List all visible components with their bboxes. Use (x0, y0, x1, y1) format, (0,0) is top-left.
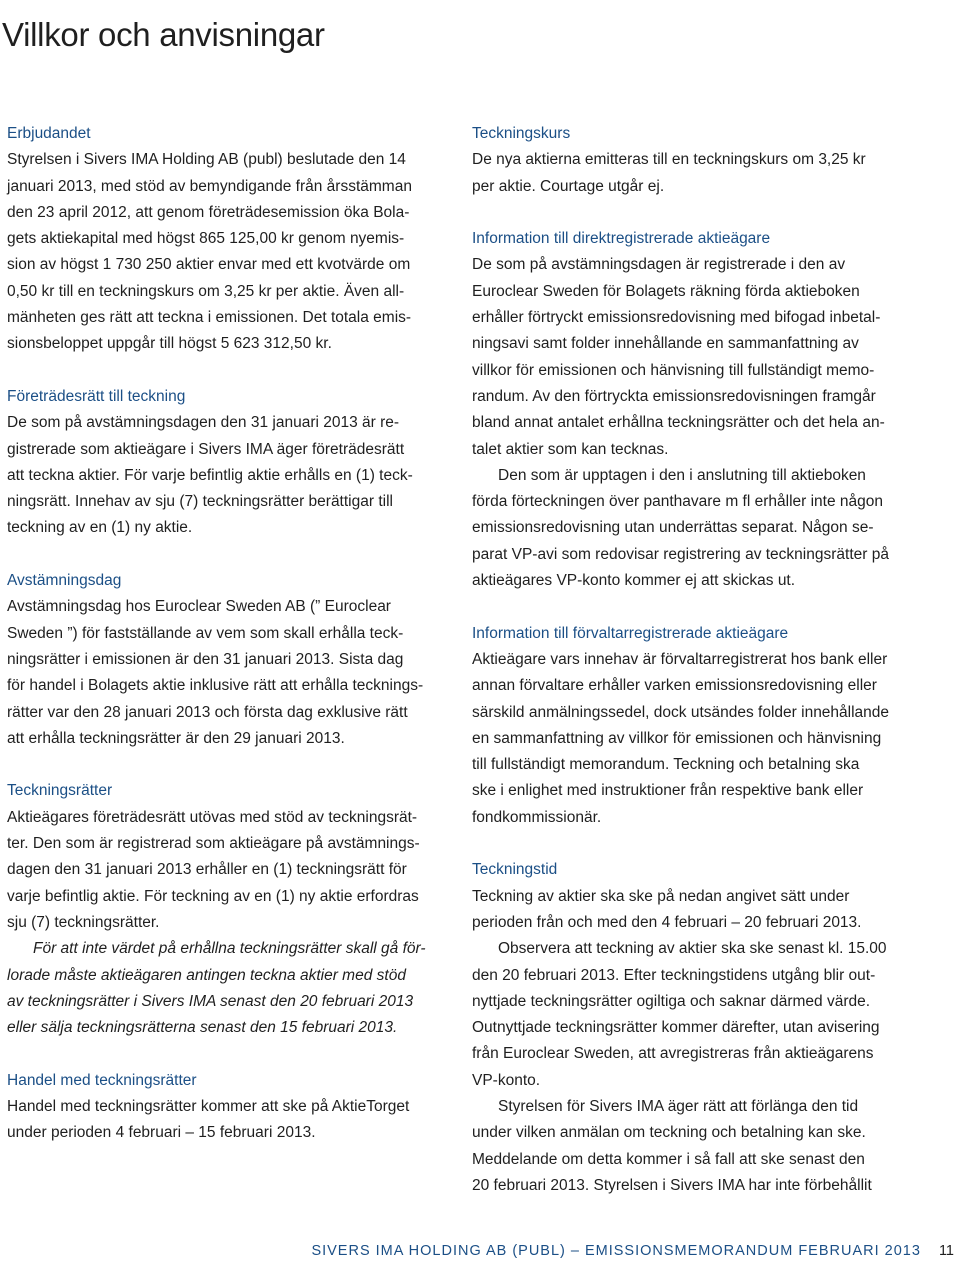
right-column (472, 121, 917, 1199)
text-line: av teckningsrätter i Sivers IMA senast den 20 februari 2013 (7, 992, 414, 1010)
text-line: att erhålla teckningsrätter är den 29 januari 2013. (7, 729, 345, 747)
text-line: Teckning av aktier ska ske på nedan angivet sätt under (472, 887, 850, 905)
text-line: fondkommissionär. (472, 808, 602, 826)
text-line: per aktie. Courtage utgår ej. (472, 177, 665, 195)
text-line: dagen den 31 januari 2013 erhåller en (1) teckningsrätt för (7, 861, 407, 879)
section (7, 778, 447, 1041)
text-line: Euroclear Sweden för Bolagets räkning förda aktieboken (472, 282, 860, 300)
text-line: Styrelsen i Sivers IMA Holding AB (publ) beslutade den 14 (7, 151, 406, 169)
section-gap (7, 358, 447, 384)
section-gap (472, 200, 917, 226)
text-line: bland annat antalet erhållna teckningsrätter och det hela an- (472, 414, 885, 432)
text-line: ningsavi samt folder innehållande en sammanfattning av (472, 335, 859, 353)
text-line: VP-konto. (472, 1071, 541, 1089)
text-line: mänheten ges rätt att teckna i emissionen. Det totala emis- (7, 309, 412, 327)
text-line: ter. Den som är registrerad som aktieägare på avstämnings- (7, 835, 420, 853)
section (7, 1068, 447, 1147)
text-line: randum. Av den förtryckta emissionsredovisningen framgår (472, 387, 876, 405)
section-gap (7, 542, 447, 568)
section-heading: Handel med teckningsrätter (7, 1071, 197, 1089)
text-line: ningsrätt. Innehav av sju (7) teckningsrätter berättigar till (7, 493, 393, 511)
text-line: 20 februari 2013. Styrelsen i Sivers IMA har inte förbehållit (472, 1176, 872, 1194)
text-line: ske i enlighet med instruktioner från respektive bank eller (472, 782, 864, 800)
text-line: varje befintlig aktie. För teckning av en (1) ny aktie erfordras (7, 887, 419, 905)
section (7, 121, 447, 358)
text-line: annan förvaltare erhåller varken emissionsredovisning eller (472, 677, 877, 695)
text-line: Avstämningsdag hos Euroclear Sweden AB (” Euroclear (7, 598, 391, 616)
text-line: teckning av en (1) ny aktie. (7, 519, 193, 537)
text-line: villkor för emissionen och hänvisning till fullständigt memo- (472, 361, 875, 379)
section-heading: Avstämningsdag (7, 572, 122, 590)
text-line: gets aktiekapital med högst 865 125,00 kr genom nyemis- (7, 230, 405, 248)
text-line: januari 2013, med stöd av bemyndigande från årsstämman (7, 177, 412, 195)
section (472, 226, 917, 594)
text-line: förda förteckningen över panthavare m fl erhåller inte någon (472, 493, 883, 511)
section-gap (7, 1041, 447, 1067)
text-line: emissionsredovisning utan underrättas separat. Någon se- (472, 519, 874, 537)
left-column (7, 121, 447, 1147)
text-line: För att inte värdet på erhållna teckningsrätter skall gå för- (33, 940, 426, 958)
text-line: perioden från och med den 4 februari – 20 februari 2013. (472, 913, 862, 931)
text-line: rätter var den 28 januari 2013 och första dag exklusive rätt (7, 703, 408, 721)
section (472, 857, 917, 1199)
text-line: nyttjade teckningsrätter ogiltiga och saknar därmed värde. (472, 992, 871, 1010)
text-line: talet aktier som kan tecknas. (472, 440, 669, 458)
section-gap (7, 752, 447, 778)
text-line: under vilken anmälan om teckning och betalning kan ske. (472, 1124, 866, 1142)
text-line: sion av högst 1 730 250 aktier envar med ett kvotvärde om (7, 256, 411, 274)
text-line: ningsrätter i emissionen är den 31 januari 2013. Sista dag (7, 650, 404, 668)
section (7, 568, 447, 752)
section (7, 384, 447, 542)
text-line: Observera att teckning av aktier ska ske senast kl. 15.00 (498, 940, 887, 958)
text-line: under perioden 4 februari – 15 februari 2013. (7, 1124, 316, 1142)
section (472, 121, 917, 200)
section-heading: Företrädesrätt till teckning (7, 387, 186, 405)
text-line: parat VP-avi som redovisar registrering av teckningsrätter på (472, 545, 889, 563)
page-footer (0, 1243, 954, 1259)
page-number: 11 (938, 1243, 954, 1259)
text-line: att teckna aktier. För varje befintlig aktie erhålls en (1) teck- (7, 466, 413, 484)
section-gap (472, 831, 917, 857)
text-line: för handel i Bolagets aktie inklusive rätt att erhålla tecknings- (7, 677, 424, 695)
text-line: från Euroclear Sweden, att avregistreras från aktieägarens (472, 1045, 874, 1063)
text-line: en sammanfattning av villkor för emissionen och hänvisning (472, 729, 882, 747)
text-line: sionsbeloppet uppgår till högst 5 623 312,50 kr. (7, 335, 332, 353)
text-line: Sweden ”) för fastställande av vem som skall erhålla teck- (7, 624, 404, 642)
text-line: Outnyttjade teckningsrätter kommer därefter, utan avisering (472, 1019, 880, 1037)
text-line: Aktieägare vars innehav är förvaltarregistrerat hos bank eller (472, 650, 888, 668)
section-heading: Information till förvaltarregistrerade aktieägare (472, 624, 789, 642)
text-line: lorade måste aktieägaren antingen teckna aktier med stöd (7, 966, 406, 984)
text-line: aktieägares VP-konto kommer ej att skickas ut. (472, 572, 796, 590)
text-line: eller sälja teckningsrätterna senast den 15 februari 2013. (7, 1019, 398, 1037)
text-line: Aktieägares företrädesrätt utövas med stöd av teckningsrät- (7, 808, 418, 826)
text-line: Meddelande om detta kommer i så fall att ske senast den (472, 1150, 865, 1168)
text-line: särskild anmälningssedel, dock utsändes folder innehållande (472, 703, 890, 721)
text-line: Den som är upptagen i den i anslutning till aktieboken (498, 466, 866, 484)
text-line: sju (7) teckningsrätter. (7, 913, 160, 931)
section-heading: Teckningsrätter (7, 782, 113, 800)
text-line: De nya aktierna emitteras till en teckningskurs om 3,25 kr (472, 151, 866, 169)
text-line: Styrelsen för Sivers IMA äger rätt att förlänga den tid (498, 1097, 859, 1115)
text-line: den 23 april 2012, att genom företrädesemission öka Bola- (7, 203, 410, 221)
text-line: till fullständigt memorandum. Teckning och betalning ska (472, 756, 860, 774)
section-heading: Teckningskurs (472, 125, 571, 142)
text-line: 0,50 kr till en teckningskurs om 3,25 kr per aktie. Även all- (7, 282, 405, 300)
text-line: erhåller förtryckt emissionsredovisning med bifogad inbetal- (472, 309, 881, 327)
section-heading: Erbjudandet (7, 125, 91, 142)
section-heading: Teckningstid (472, 861, 558, 879)
section-gap (472, 594, 917, 620)
section-heading: Information till direktregistrerade aktieägare (472, 230, 771, 248)
section (472, 621, 917, 831)
text-line: De som på avstämningsdagen är registrerade i den av (472, 256, 846, 274)
text-line: De som på avstämningsdagen den 31 januari 2013 är re- (7, 414, 400, 432)
text-line: den 20 februari 2013. Efter teckningstidens utgång blir out- (472, 966, 876, 984)
text-line: gistrerade som aktieägare i Sivers IMA äger företrädesrätt (7, 440, 405, 458)
footer-text: SIVERS IMA HOLDING AB (PUBL) – EMISSIONSMEMORANDUM FEBRUARI 2013 (311, 1243, 921, 1259)
text-line: Handel med teckningsrätter kommer att ske på AktieTorget (7, 1097, 410, 1115)
page-title: Villkor och anvisningar (2, 16, 325, 54)
